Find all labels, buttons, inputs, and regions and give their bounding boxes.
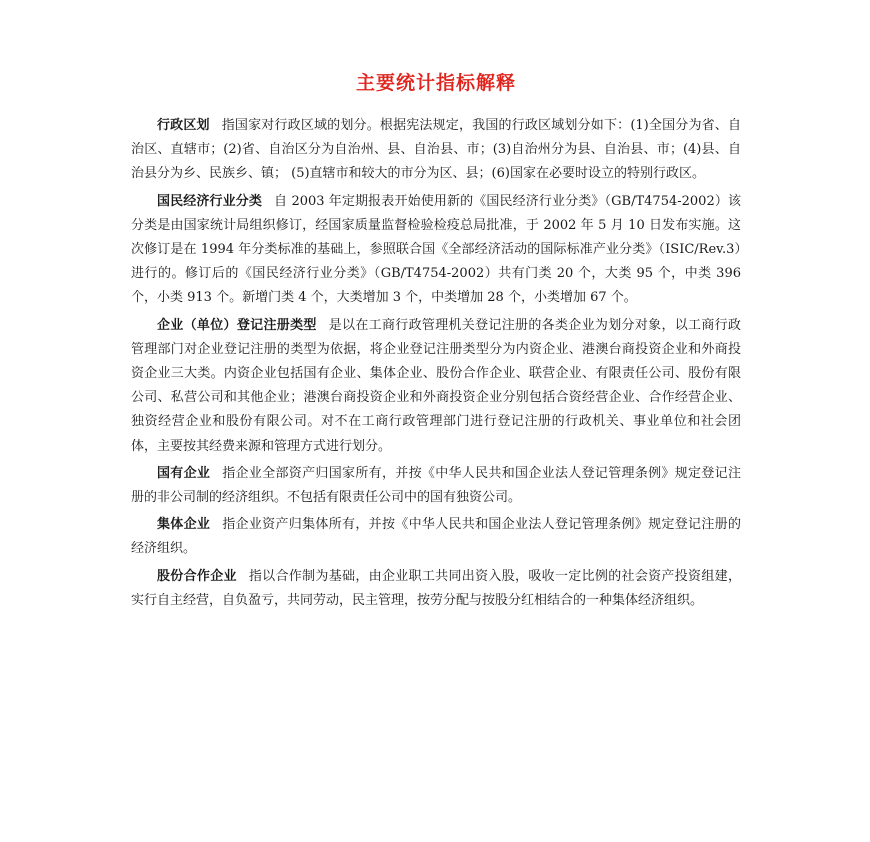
entry-term: 行政区划 xyxy=(157,118,210,133)
entry-term: 国民经济行业分类 xyxy=(157,193,263,209)
entry-paragraph xyxy=(131,513,741,561)
entry-text: 指企业全部资产归国家所有，并按《中华人民共和国企业法人登记管理条例》规定登记注册的非公司制的经济组织。不包括有限责任公司中的国有独资公司。 xyxy=(131,465,741,506)
entry-term: 股份合作企业 xyxy=(157,568,237,584)
entry-term: 集体企业 xyxy=(157,517,211,533)
entry-paragraph xyxy=(131,314,741,459)
entry-paragraph xyxy=(131,190,741,311)
entry-text: 指国家对行政区域的划分。根据宪法规定，我国的行政区域划分如下：(1)全国分为省、自治区、直辖市；(2)省、自治区分为自治州、县、自治县、市；(3)自治州分为县、自治县、市；(4)县、自治县分为乡、民族乡、镇； (5)直辖市和较大的市分为区、县；(6)国家在必要时设立的特别行政区。 xyxy=(131,118,741,182)
entry-text: 指企业资产归集体所有，并按《中华人民共和国企业法人登记管理条例》规定登记注册的经济组织。 xyxy=(131,517,741,557)
entry-paragraph xyxy=(131,114,741,187)
document-title: 主要统计指标解释 xyxy=(355,72,516,94)
document-page xyxy=(131,70,741,616)
entry-term: 国有企业 xyxy=(157,465,211,481)
entry-paragraph xyxy=(131,565,741,613)
entry-paragraph xyxy=(131,462,741,510)
entry-text: 自 2003 年定期报表开始使用新的《国民经济行业分类》（GB/T4754-2002）该分类是由国家统计局组织修订，经国家质量监督检验检疫总局批准，于 2002 年 5 月 10 日发布实施。这次修订是在 1994 年分类标准的基础上，参照联合国《全部经济活动的国际标准产业分类》（ISIC/Rev.3）进行的。修订后的《国民经济行业分类》（GB/T4754-2002）共有门类 20 个，大类 95 个，中类 396 个，小类 913 个。新增门类 4 个，大类增加 3 个，中类增加 28 个，小类增加 67 个。 xyxy=(131,193,741,306)
entry-term: 企业（单位）登记注册类型 xyxy=(157,317,317,333)
entry-text: 是以在工商行政管理机关登记注册的各类企业为划分对象，以工商行政管理部门对企业登记注册的类型为依据，将企业登记注册类型分为内资企业、港澳台商投资企业和外商投资企业三大类。内资企业包括国有企业、集体企业、股份合作企业、联营企业、有限责任公司、股份有限公司、私营公司和其他企业；港澳台商投资企业和外商投资企业分别包括合资经营企业、合作经营企业、独资经营企业和股份有限公司。对不在工商行政管理部门进行登记注册的行政机关、事业单位和社会团体，主要按其经费来源和管理方式进行划分。 xyxy=(131,317,741,454)
entry-text: 指以合作制为基础，由企业职工共同出资入股，吸收一定比例的社会资产投资组建，实行自主经营，自负盈亏，共同劳动，民主管理，按劳分配与按股分红相结合的一种集体经济组织。 xyxy=(131,568,741,608)
